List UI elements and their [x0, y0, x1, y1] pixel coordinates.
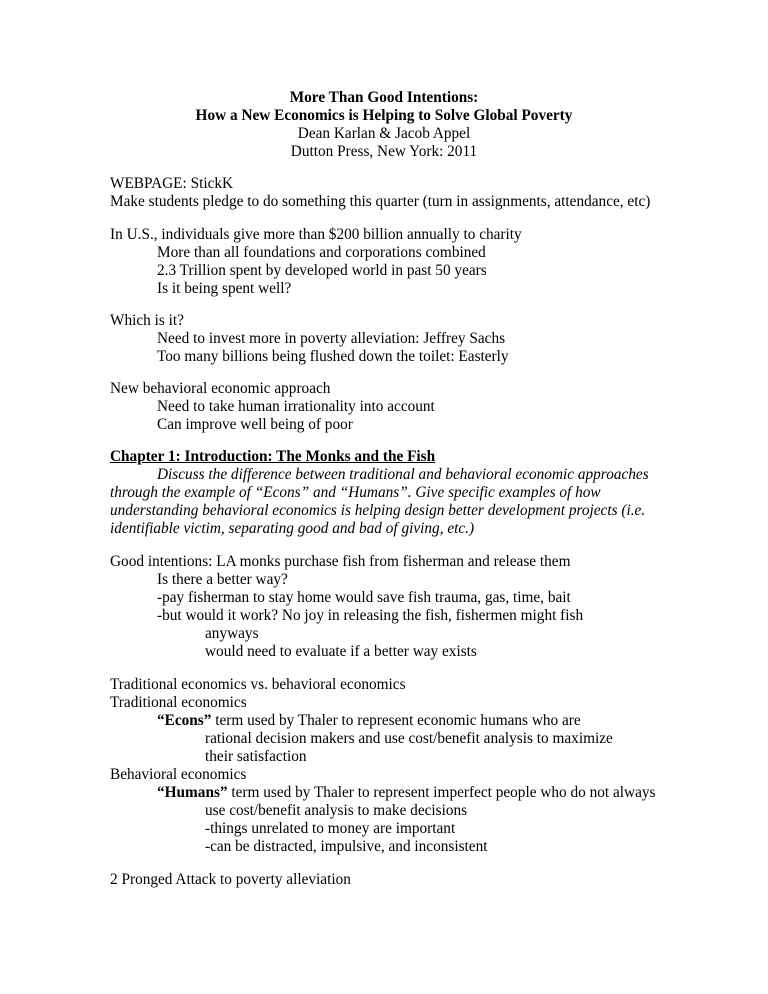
chapter-prompt-line: understanding behavioral economics is helping design better development projects (i.e. — [110, 502, 646, 519]
approach-point: Can improve well being of poor — [157, 416, 353, 433]
econs-cont: rational decision makers and use cost/benefit analysis to maximize — [205, 730, 613, 747]
intentions-work: -but would it work? No joy in releasing the fish, fishermen might fish — [157, 607, 584, 624]
charity-point: More than all foundations and corporations combined — [157, 244, 486, 261]
which-point: Need to invest more in poverty alleviation: Jeffrey Sachs — [157, 330, 506, 347]
chapter-heading: Chapter 1: Introduction: The Monks and the Fish — [110, 448, 436, 465]
which-line: Which is it? — [110, 312, 184, 329]
approach-line: New behavioral economic approach — [110, 380, 331, 397]
econs-cont: their satisfaction — [205, 748, 307, 765]
econs-definition-text: term used by Thaler to represent economic humans who are — [211, 712, 581, 729]
chapter-prompt-line: identifiable victim, separating good and bad of giving, etc.) — [110, 520, 475, 537]
intentions-line: Good intentions: LA monks purchase fish from fisherman and release them — [110, 553, 571, 570]
book-publisher: Dutton Press, New York: 2011 — [290, 143, 478, 160]
econs-term: “Econs” — [157, 712, 212, 729]
webpage-line: WEBPAGE: StickK — [110, 175, 234, 192]
attack-line: 2 Pronged Attack to poverty alleviation — [110, 871, 351, 888]
comparison-heading: Traditional economics vs. behavioral economics — [110, 676, 406, 693]
pledge-line: Make students pledge to do something this quarter (turn in assignments, attendance, etc) — [110, 193, 651, 210]
humans-cont: -things unrelated to money are important — [205, 820, 456, 837]
intentions-sub: anyways — [205, 625, 259, 642]
charity-point: 2.3 Trillion spent by developed world in past 50 years — [157, 262, 487, 279]
intentions-pay: -pay fisherman to stay home would save fish trauma, gas, time, bait — [157, 589, 571, 606]
traditional-label: Traditional economics — [110, 694, 247, 711]
charity-line: In U.S., individuals give more than $200 billion annually to charity — [110, 226, 522, 243]
book-subtitle: How a New Economics is Helping to Solve Global Poverty — [195, 107, 573, 124]
humans-cont: use cost/benefit analysis to make decisions — [205, 802, 468, 819]
approach-point: Need to take human irrationality into account — [157, 398, 435, 415]
humans-term: “Humans” — [157, 784, 228, 801]
intentions-sub: would need to evaluate if a better way exists — [205, 643, 477, 660]
book-title: More Than Good Intentions: — [289, 89, 479, 106]
chapter-prompt-line: Discuss the difference between traditional and behavioral economic approaches — [157, 466, 649, 483]
which-point: Too many billions being flushed down the toilet: Easterly — [157, 348, 509, 365]
behavioral-label: Behavioral economics — [110, 766, 247, 783]
humans-definition — [157, 784, 655, 802]
book-authors: Dean Karlan & Jacob Appel — [297, 125, 471, 142]
charity-point: Is it being spent well? — [157, 280, 292, 297]
intentions-question: Is there a better way? — [157, 571, 288, 588]
humans-cont: -can be distracted, impulsive, and inconsistent — [205, 838, 488, 855]
humans-definition-text: term used by Thaler to represent imperfect people who do not always — [227, 784, 656, 801]
econs-definition — [157, 712, 581, 730]
chapter-prompt-line: through the example of “Econs” and “Humans”. Give specific examples of how — [110, 484, 601, 501]
